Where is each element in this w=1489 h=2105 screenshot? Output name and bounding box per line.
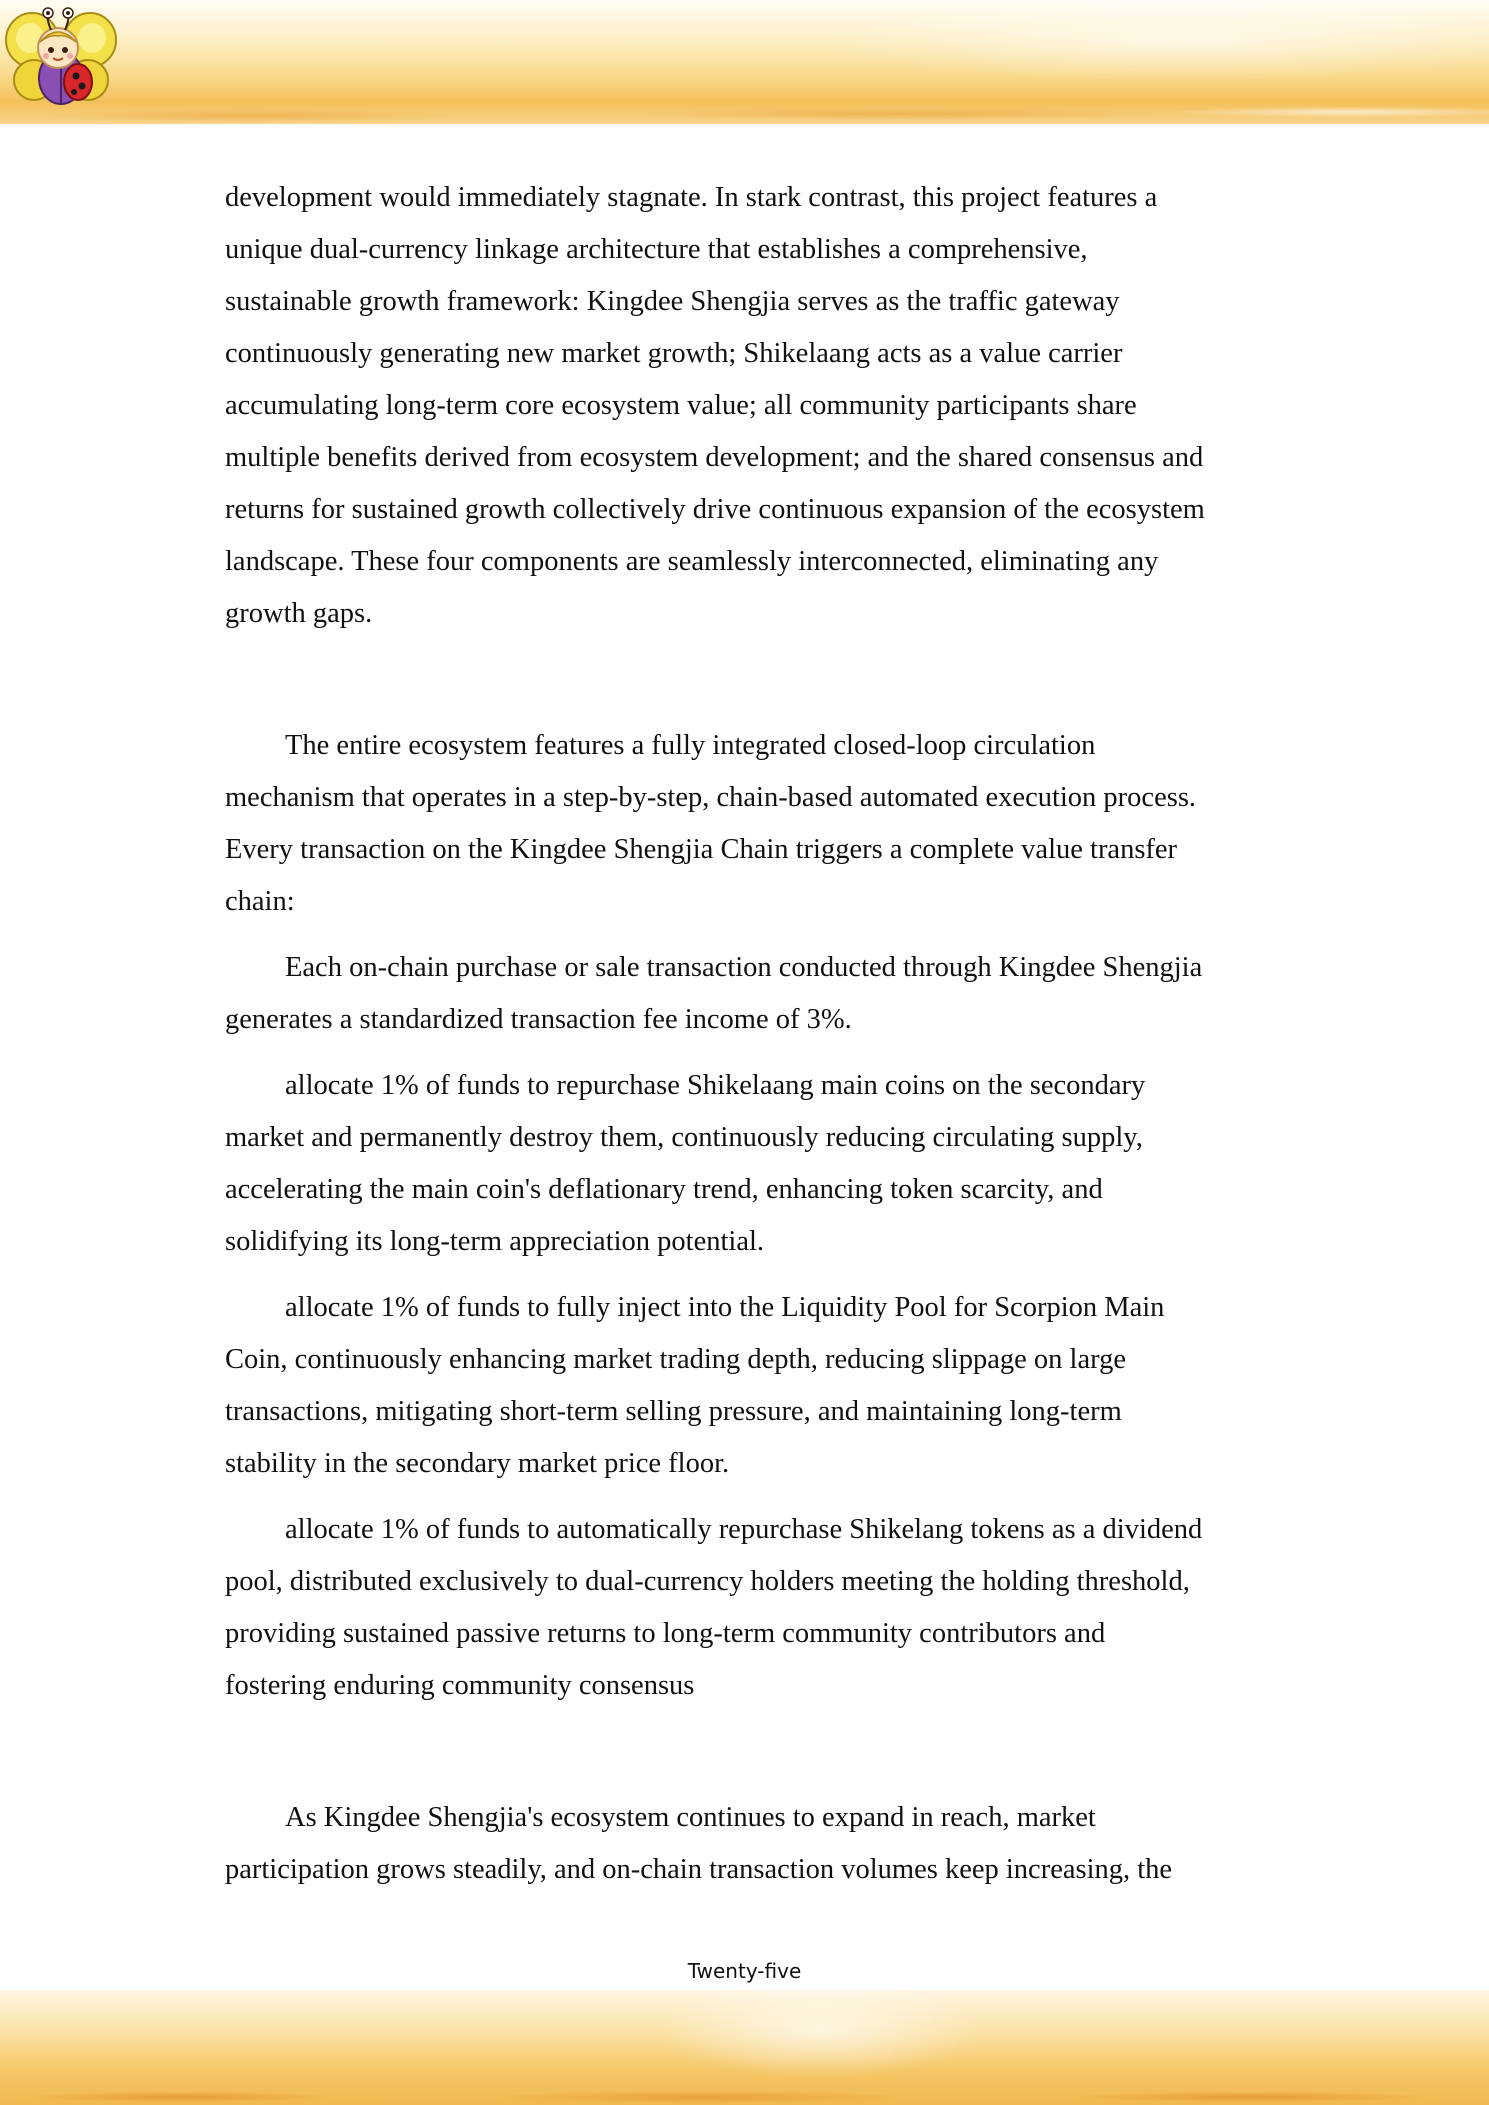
- text-line: Every transaction on the Kingdee Shengjia Chain triggers a complete value transfer: [225, 834, 1178, 865]
- text-line: fostering enduring community consensus: [225, 1670, 695, 1701]
- paragraph-spacer: [225, 1268, 1265, 1282]
- text-line: The entire ecosystem features a fully integrated closed-loop circulation: [285, 730, 1096, 761]
- body-paragraph: [225, 1060, 1265, 1268]
- text-line: As Kingdee Shengjia's ecosystem continues to expand in reach, market: [285, 1802, 1096, 1833]
- body-paragraph: [225, 942, 1265, 1046]
- text-line: chain:: [225, 886, 295, 917]
- body-paragraph: [225, 720, 1265, 928]
- text-line: market and permanently destroy them, continuously reducing circulating supply,: [225, 1122, 1143, 1153]
- document-body: [225, 172, 1265, 1896]
- text-line: pool, distributed exclusively to dual-currency holders meeting the holding threshold,: [225, 1566, 1190, 1597]
- text-line: accelerating the main coin's deflationary trend, enhancing token scarcity, and: [225, 1174, 1103, 1205]
- text-line: mechanism that operates in a step-by-step, chain-based automated execution process.: [225, 782, 1197, 813]
- paragraph-spacer: [225, 1046, 1265, 1060]
- text-line: multiple benefits derived from ecosystem development; and the shared consensus and: [225, 442, 1204, 473]
- text-line: development would immediately stagnate. In stark contrast, this project features a: [225, 182, 1158, 213]
- text-line: allocate 1% of funds to repurchase Shikelaang main coins on the secondary: [285, 1070, 1146, 1101]
- body-paragraph: [225, 1792, 1265, 1896]
- paragraph-spacer: [225, 928, 1265, 942]
- body-paragraph: [225, 172, 1265, 640]
- text-line: participation grows steadily, and on-chain transaction volumes keep increasing, the: [225, 1854, 1173, 1885]
- butterfly-ladybug-mascot-icon: [4, 6, 118, 110]
- text-line: growth gaps.: [225, 598, 373, 629]
- text-line: solidifying its long-term appreciation potential.: [225, 1226, 765, 1257]
- page-number: Twenty-five: [687, 1959, 802, 1983]
- paragraph-spacer: [225, 1490, 1265, 1504]
- text-line: providing sustained passive returns to long-term community contributors and: [225, 1618, 1106, 1649]
- text-line: sustainable growth framework: Kingdee Shengjia serves as the traffic gateway: [225, 286, 1120, 317]
- text-line: Each on-chain purchase or sale transaction conducted through Kingdee Shengjia: [285, 952, 1203, 983]
- text-line: generates a standardized transaction fee income of 3%.: [225, 1004, 852, 1035]
- text-line: returns for sustained growth collectively drive continuous expansion of the ecosystem: [225, 494, 1205, 525]
- page-footer-banner: [0, 1990, 1489, 2105]
- text-line: unique dual-currency linkage architecture that establishes a comprehensive,: [225, 234, 1088, 265]
- text-line: allocate 1% of funds to fully inject into the Liquidity Pool for Scorpion Main: [285, 1292, 1165, 1323]
- paragraph-spacer: [225, 1712, 1265, 1792]
- text-line: continuously generating new market growth; Shikelaang acts as a value carrier: [225, 338, 1123, 369]
- text-line: allocate 1% of funds to automatically repurchase Shikelang tokens as a dividend: [285, 1514, 1203, 1545]
- body-paragraph: [225, 1504, 1265, 1712]
- text-line: landscape. These four components are seamlessly interconnected, eliminating any: [225, 546, 1159, 577]
- page-header-banner: [0, 0, 1489, 124]
- text-line: stability in the secondary market price floor.: [225, 1448, 730, 1479]
- paragraph-spacer: [225, 640, 1265, 720]
- text-line: Coin, continuously enhancing market trading depth, reducing slippage on large: [225, 1344, 1126, 1375]
- text-line: transactions, mitigating short-term selling pressure, and maintaining long-term: [225, 1396, 1122, 1427]
- text-line: accumulating long-term core ecosystem value; all community participants share: [225, 390, 1137, 421]
- body-paragraph: [225, 1282, 1265, 1490]
